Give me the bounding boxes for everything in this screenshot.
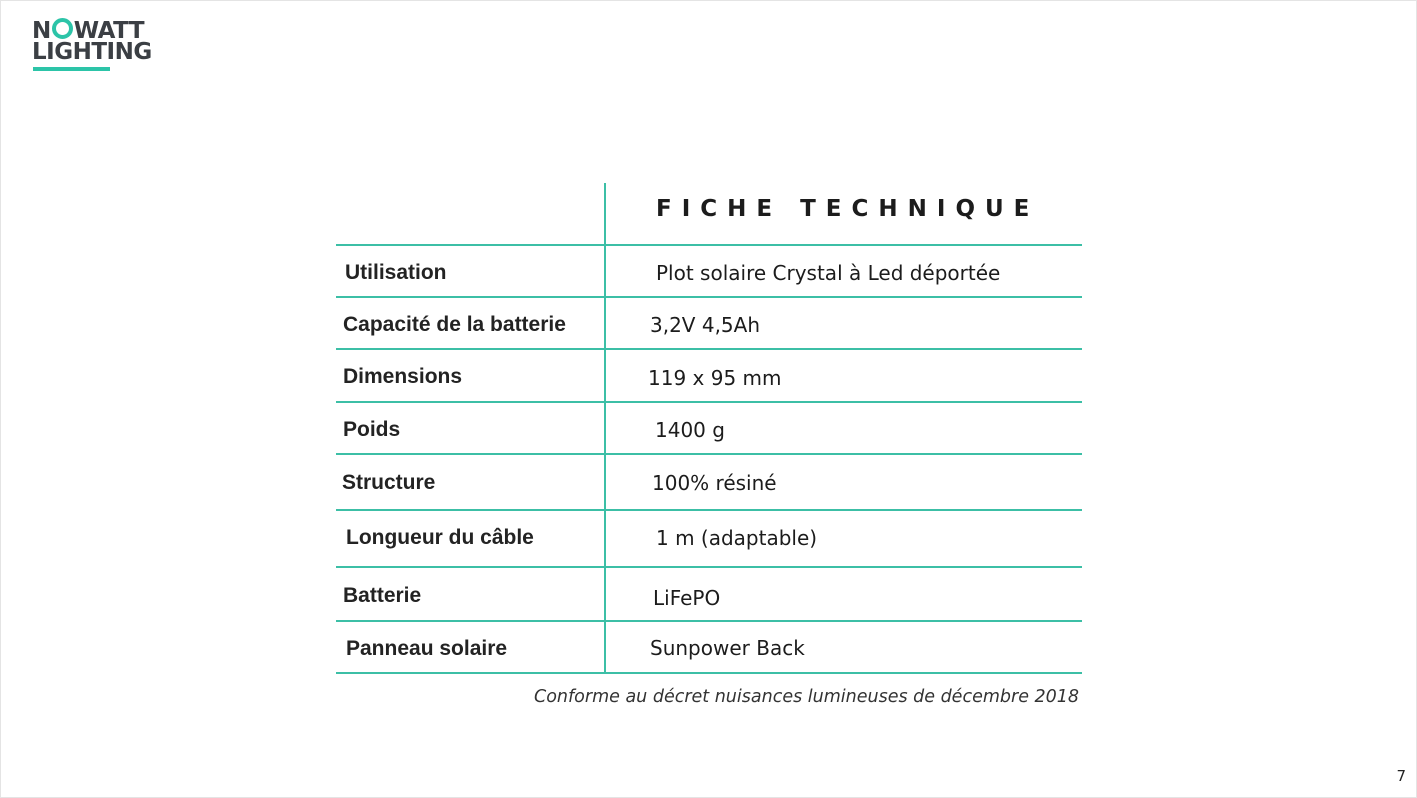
table-title: FICHE TECHNIQUE [656, 196, 1040, 222]
logo-underline [33, 67, 110, 71]
table-rule [336, 296, 1082, 298]
row-label-batterie: Batterie [343, 584, 422, 607]
row-label-dimensions: Dimensions [343, 365, 463, 388]
logo-word-watt: WATT [73, 18, 145, 44]
logo-line-2: LIGHTING [32, 39, 152, 65]
row-label-panneau-solaire: Panneau solaire [346, 637, 508, 660]
table-rule [336, 509, 1082, 511]
table-rule [336, 348, 1082, 350]
row-value-longueur-cable: 1 m (adaptable) [656, 526, 818, 550]
row-label-capacite-batterie: Capacité de la batterie [343, 313, 566, 336]
row-value-dimensions: 119 x 95 mm [648, 366, 782, 390]
row-value-poids: 1400 g [655, 418, 725, 442]
table-rule [336, 401, 1082, 403]
row-value-batterie: LiFePO [653, 586, 721, 610]
row-value-structure: 100% résiné [652, 471, 777, 495]
row-value-utilisation: Plot solaire Crystal à Led déportée [656, 261, 1001, 285]
table-rule [336, 566, 1082, 568]
row-label-longueur-cable: Longueur du câble [346, 526, 534, 549]
row-value-panneau-solaire: Sunpower Back [650, 636, 805, 660]
row-label-utilisation: Utilisation [345, 261, 447, 284]
table-rule [336, 244, 1082, 246]
logo-letter-n: N [32, 18, 51, 44]
table-column-divider [604, 183, 606, 674]
table-rule [336, 620, 1082, 622]
table-rule [336, 453, 1082, 455]
compliance-note: Conforme au décret nuisances lumineuses de décembre 2018 [534, 687, 1080, 707]
page-number: 7 [1396, 767, 1406, 785]
table-rule [336, 672, 1082, 674]
row-label-structure: Structure [342, 471, 436, 494]
nowatt-lighting-logo [32, 15, 172, 75]
row-label-poids: Poids [343, 418, 401, 441]
row-value-capacite-batterie: 3,2V 4,5Ah [650, 313, 761, 337]
logo-circle-icon [52, 18, 73, 39]
